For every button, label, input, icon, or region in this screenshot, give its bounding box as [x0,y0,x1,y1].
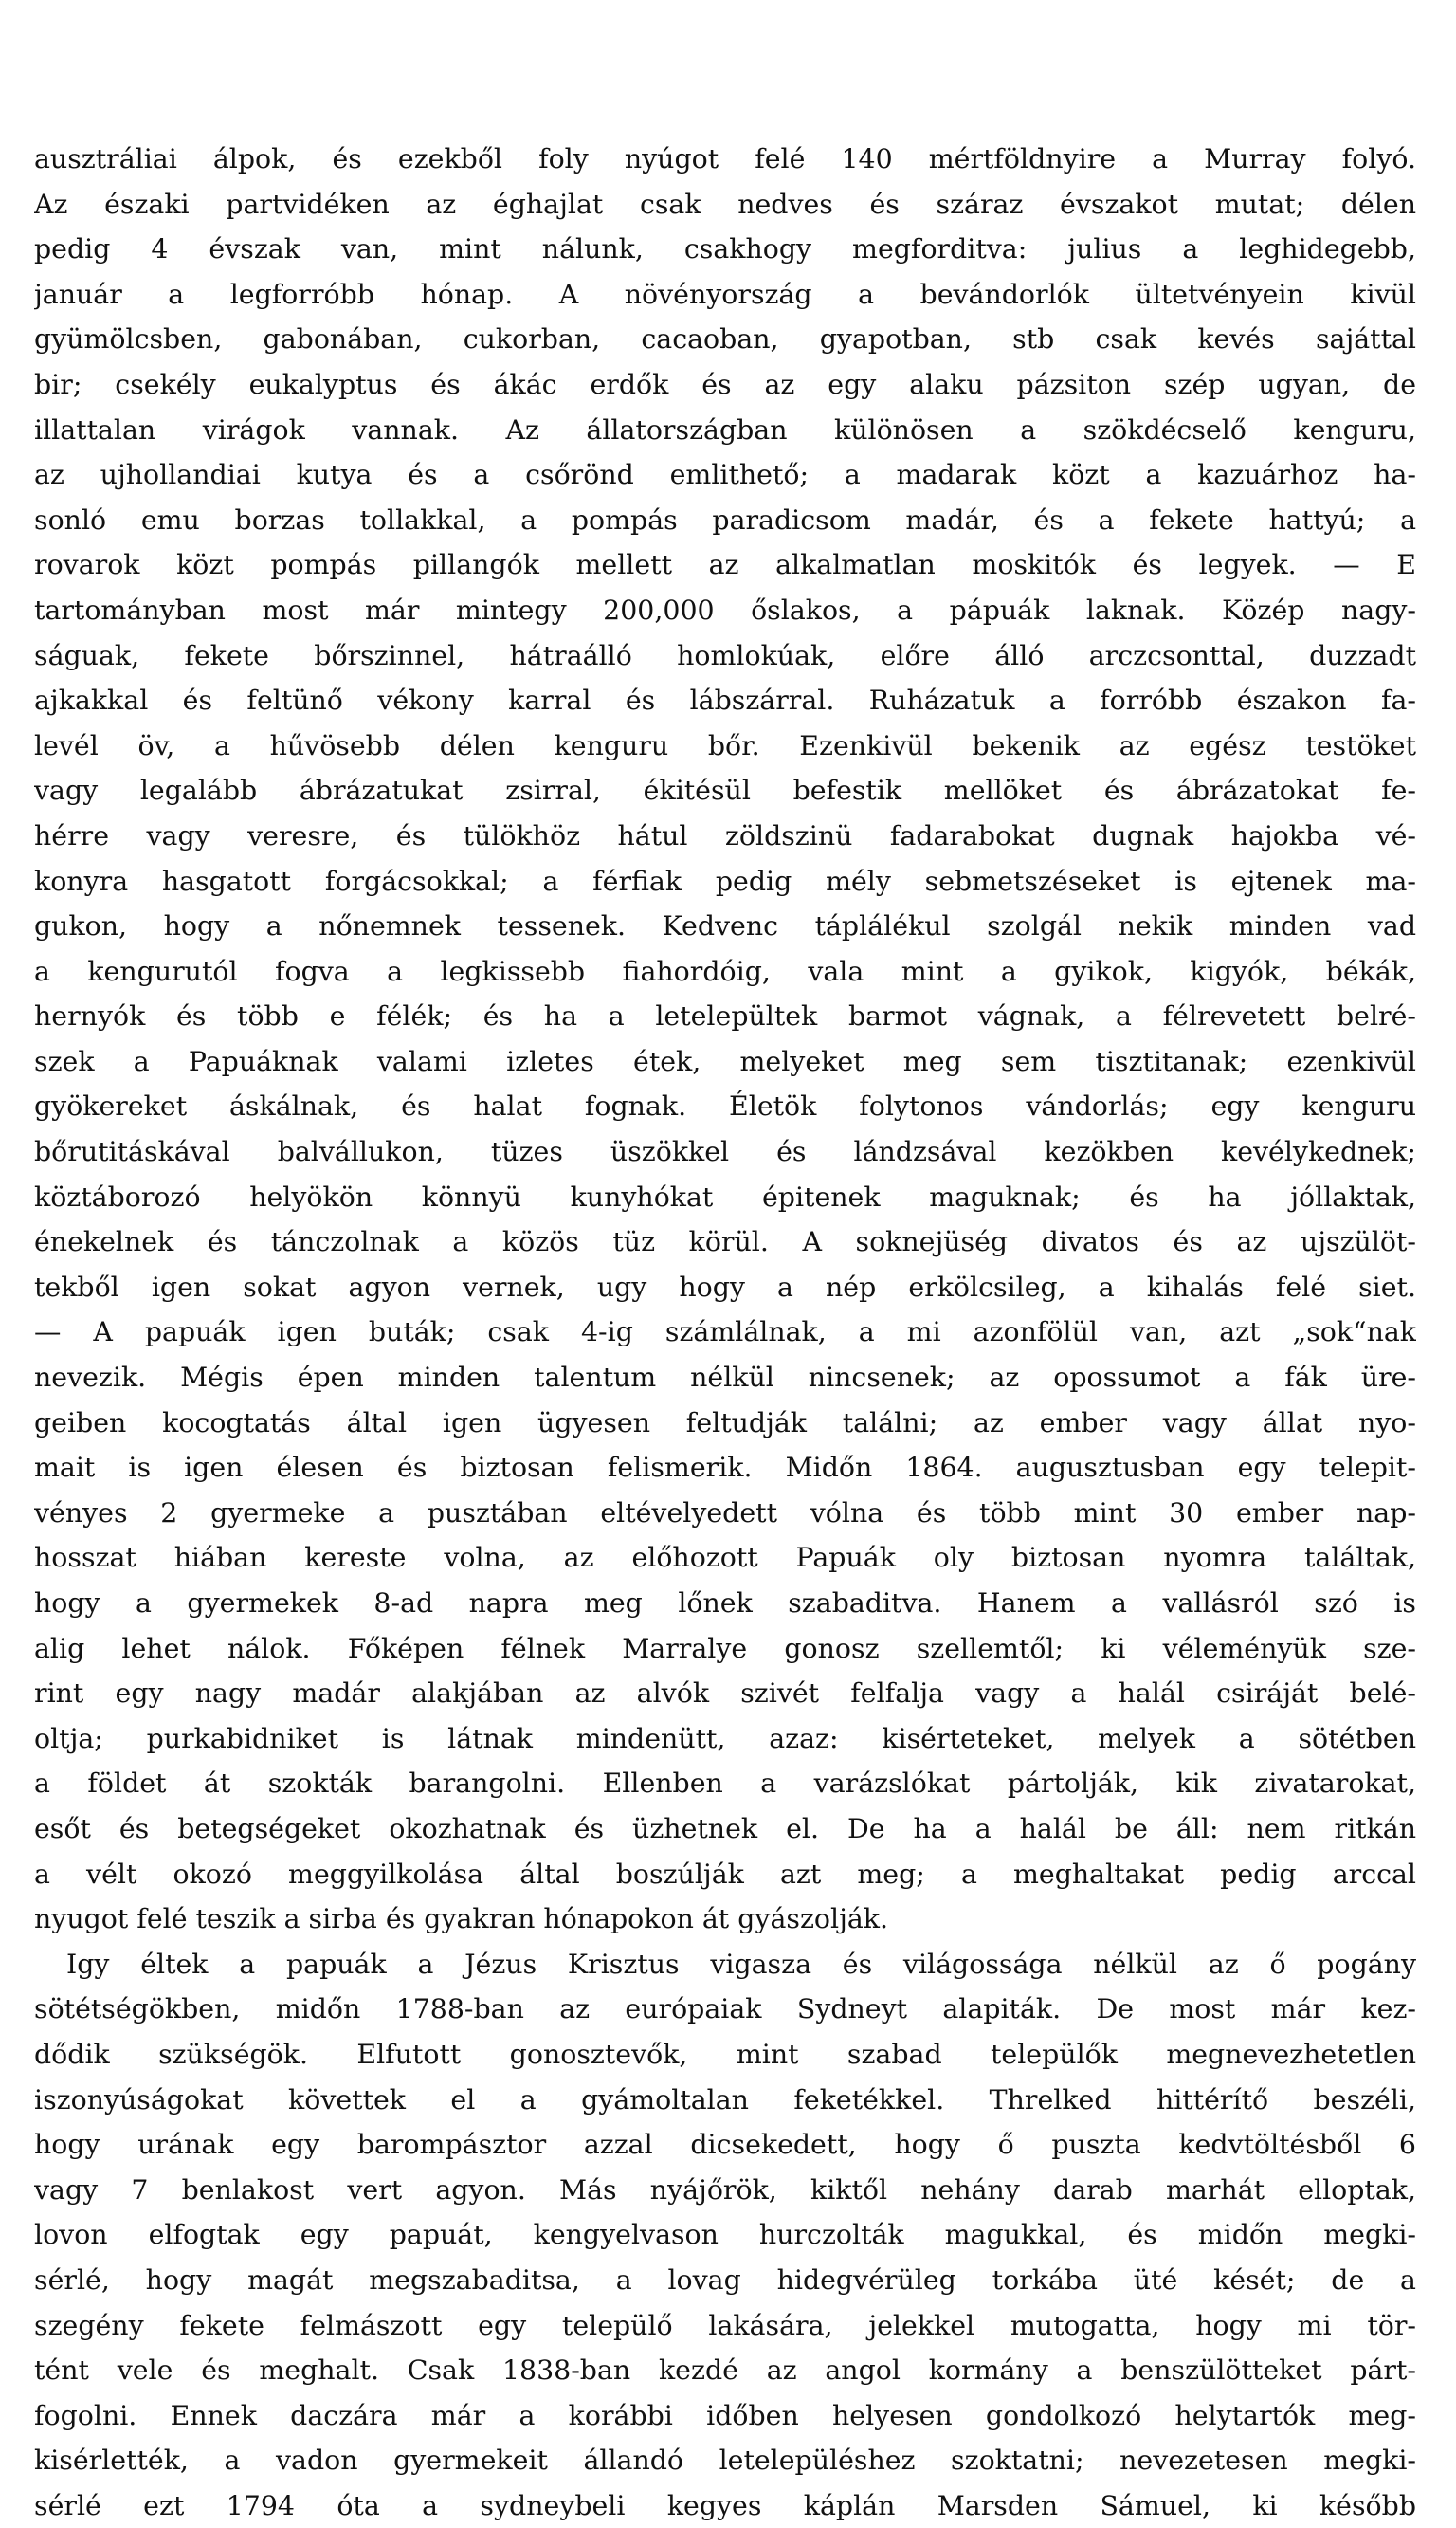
text-line: esőt és betegségeket okozhatnak és üzhetnek el. De ha a halál be áll: nem ritkán [34,1812,1416,1844]
text-line: sonló emu borzas tollakkal, a pompás paradicsom madár, és a fekete hattyú; a [34,504,1416,536]
text-line: szek a Papuáknak valami izletes étek, melyeket meg sem tisztitanak; ezenkivül [34,1045,1416,1077]
text-line: hogy urának egy barompásztor azzal dicsekedett, hogy ő puszta kedvtöltésből 6 [34,2129,1416,2161]
text-line: kisérlették, a vadon gyermekeit állandó letelepüléshez szoktatni; nevezetesen megki- [34,2445,1416,2477]
text-line: oltja; purkabidniket is látnak mindenütt, azaz: kisérteteket, melyek a sötétben [34,1722,1416,1754]
text-line: a vélt okozó meggyilkolása által boszúlják azt meg; a meghaltakat pedig arccal [34,1858,1416,1890]
text-line: hogy a gyermekek 8-ad napra meg lőnek szabaditva. Hanem a vallásról szó is [34,1587,1416,1619]
text-line: hernyók és több e félék; és ha a letelepültek barmot vágnak, a félrevetett belré- [34,1000,1416,1033]
text-line: illattalan virágok vannak. Az állatországban különösen a szökdécselő kenguru, [34,413,1416,446]
text-line: dődik szükségök. Elfutott gonosztevők, mint szabad települők megnevezhetetlen [34,2038,1416,2070]
text-line: vagy legalább ábrázatukat zsirral, ékitésül befestik mellöket és ábrázatokat fe- [34,775,1416,807]
text-line: konyra hasgatott forgácsokkal; a férfiak pedig mély sebmetszéseket is ejtenek ma- [34,865,1416,897]
text-line: köztáborozó helyökön könnyü kunyhókat épitenek maguknak; és ha jóllaktak, [34,1181,1416,1213]
text-line: vagy 7 benlakost vert agyon. Más nyájőrök, kiktől nehány darab marhát elloptak, [34,2173,1416,2206]
text-line: Igy éltek a papuák a Jézus Krisztus vigasza és világossága nélkül az ő pogány [66,1948,1416,1980]
text-line: hérre vagy veresre, és tülökhöz hátul zöldszinü fadarabokat dugnak hajokba vé- [34,819,1416,852]
text-line: Az északi partvidéken az éghajlat csak nedves és száraz évszakot mutat; délen [34,188,1416,220]
text-line: nevezik. Mégis épen minden talentum nélkül nincsenek; az opossumot a fák üre- [34,1362,1416,1394]
text-line: gyümölcsben, gabonában, cukorban, cacaoban, gyapotban, stb csak kevés sajáttal [34,323,1416,356]
text-line: tént vele és meghalt. Csak 1838-ban kezdé az angol kormány a benszülötteket párt- [34,2354,1416,2387]
text-line: vényes 2 gyermeke a pusztában eltévelyedett vólna és több mint 30 ember nap- [34,1496,1416,1529]
text-line: tekből igen sokat agyon vernek, ugy hogy a nép erkölcsileg, a kihalás felé siet. [34,1271,1416,1303]
text-line: énekelnek és tánczolnak a közös tüz körül. A soknejüség divatos és az ujszülöt- [34,1226,1416,1258]
text-line: gukon, hogy a nőnemnek tessenek. Kedvenc táplálékul szolgál nekik minden vad [34,910,1416,943]
text-line: — A papuák igen buták; csak 4-ig számlálnak, a mi azonfölül van, azt „sok“nak [34,1316,1416,1348]
text-line: geiben kocogtatás által igen ügyesen feltudják találni; az ember vagy állat nyo- [34,1406,1416,1438]
text-line: a kengurutól fogva a legkissebb fiahordóig, vala mint a gyikok, kigyók, békák, [34,955,1416,987]
text-line: nyugot felé teszik a sirba és gyakran hónapokon át gyászolják. [34,1903,889,1935]
text-line: sötétségökben, midőn 1788-ban az európaiak Sydneyt alapiták. De most már kez- [34,1993,1416,2025]
text-line: január a legforróbb hónap. A növényország a bevándorlók ültetvényein kivül [34,278,1416,310]
text-line: bir; csekély eukalyptus és ákác erdők és az egy alaku pázsiton szép ugyan, de [34,368,1416,400]
text-line: ausztráliai álpok, és ezekből foly nyúgot felé 140 mértföldnyire a Murray folyó. [34,143,1416,174]
text-line: ságuak, fekete bőrszinnel, hátraálló homlokúak, előre álló arczcsonttal, duzzadt [34,639,1416,671]
text-line: iszonyúságokat követtek el a gyámoltalan feketékkel. Threlked hittérítő beszéli, [34,2083,1416,2116]
text-line: ajkakkal és feltünő vékony karral és lábszárral. Ruházatuk a forróbb északon fa- [34,685,1416,717]
text-line: levél öv, a hűvösebb délen kenguru bőr. Ezenkivül bekenik az egész testöket [34,729,1416,761]
text-line: bőrutitáskával balvállukon, tüzes üszökkel és lándzsával kezökben kevélykednek; [34,1136,1416,1168]
text-line: tartományban most már mintegy 200,000 őslakos, a pápuák laknak. Közép nagy- [34,594,1416,626]
text-line: mait is igen élesen és biztosan felismerik. Midőn 1864. augusztusban egy telepit- [34,1452,1416,1484]
text-line: rint egy nagy madár alakjában az alvók szivét felfalja vagy a halál csiráját belé- [34,1677,1416,1710]
text-line: alig lehet nálok. Főképen félnek Marralye gonosz szellemtől; ki véleményük sze- [34,1632,1416,1664]
text-line: rovarok közt pompás pillangók mellett az alkalmatlan moskitók és legyek. — E [34,549,1416,581]
text-line: hosszat hiában kereste volna, az előhozott Papuák oly biztosan nyomra találtak, [34,1542,1416,1574]
text-line: a földet át szokták barangolni. Ellenben a varázslókat pártolják, kik zivatarokat, [34,1768,1416,1800]
text-line: pedig 4 évszak van, mint nálunk, csakhogy megforditva: julius a leghidegebb, [34,233,1416,266]
text-line: fogolni. Ennek daczára már a korábbi időben helyesen gondolkozó helytartók meg- [34,2399,1416,2431]
text-line: szegény fekete felmászott egy települő lakására, jelekkel mutogatta, hogy mi tör- [34,2309,1416,2341]
text-line: gyökereket áskálnak, és halat fognak. Életök folytonos vándorlás; egy kenguru [34,1090,1416,1123]
text-line: sérlé, hogy magát megszabaditsa, a lovag hidegvérüleg torkába üté kését; de a [34,2263,1416,2296]
text-line: sérlé ezt 1794 óta a sydneybeli kegyes káplán Marsden Sámuel, ki később [34,2489,1416,2521]
body-text [34,137,1416,2528]
text-line: lovon elfogtak egy papuát, kengyelvason hurczolták magukkal, és midőn megki- [34,2219,1416,2251]
text-line: az ujhollandiai kutya és a csőrönd emlithető; a madarak közt a kazuárhoz ha- [34,459,1416,491]
